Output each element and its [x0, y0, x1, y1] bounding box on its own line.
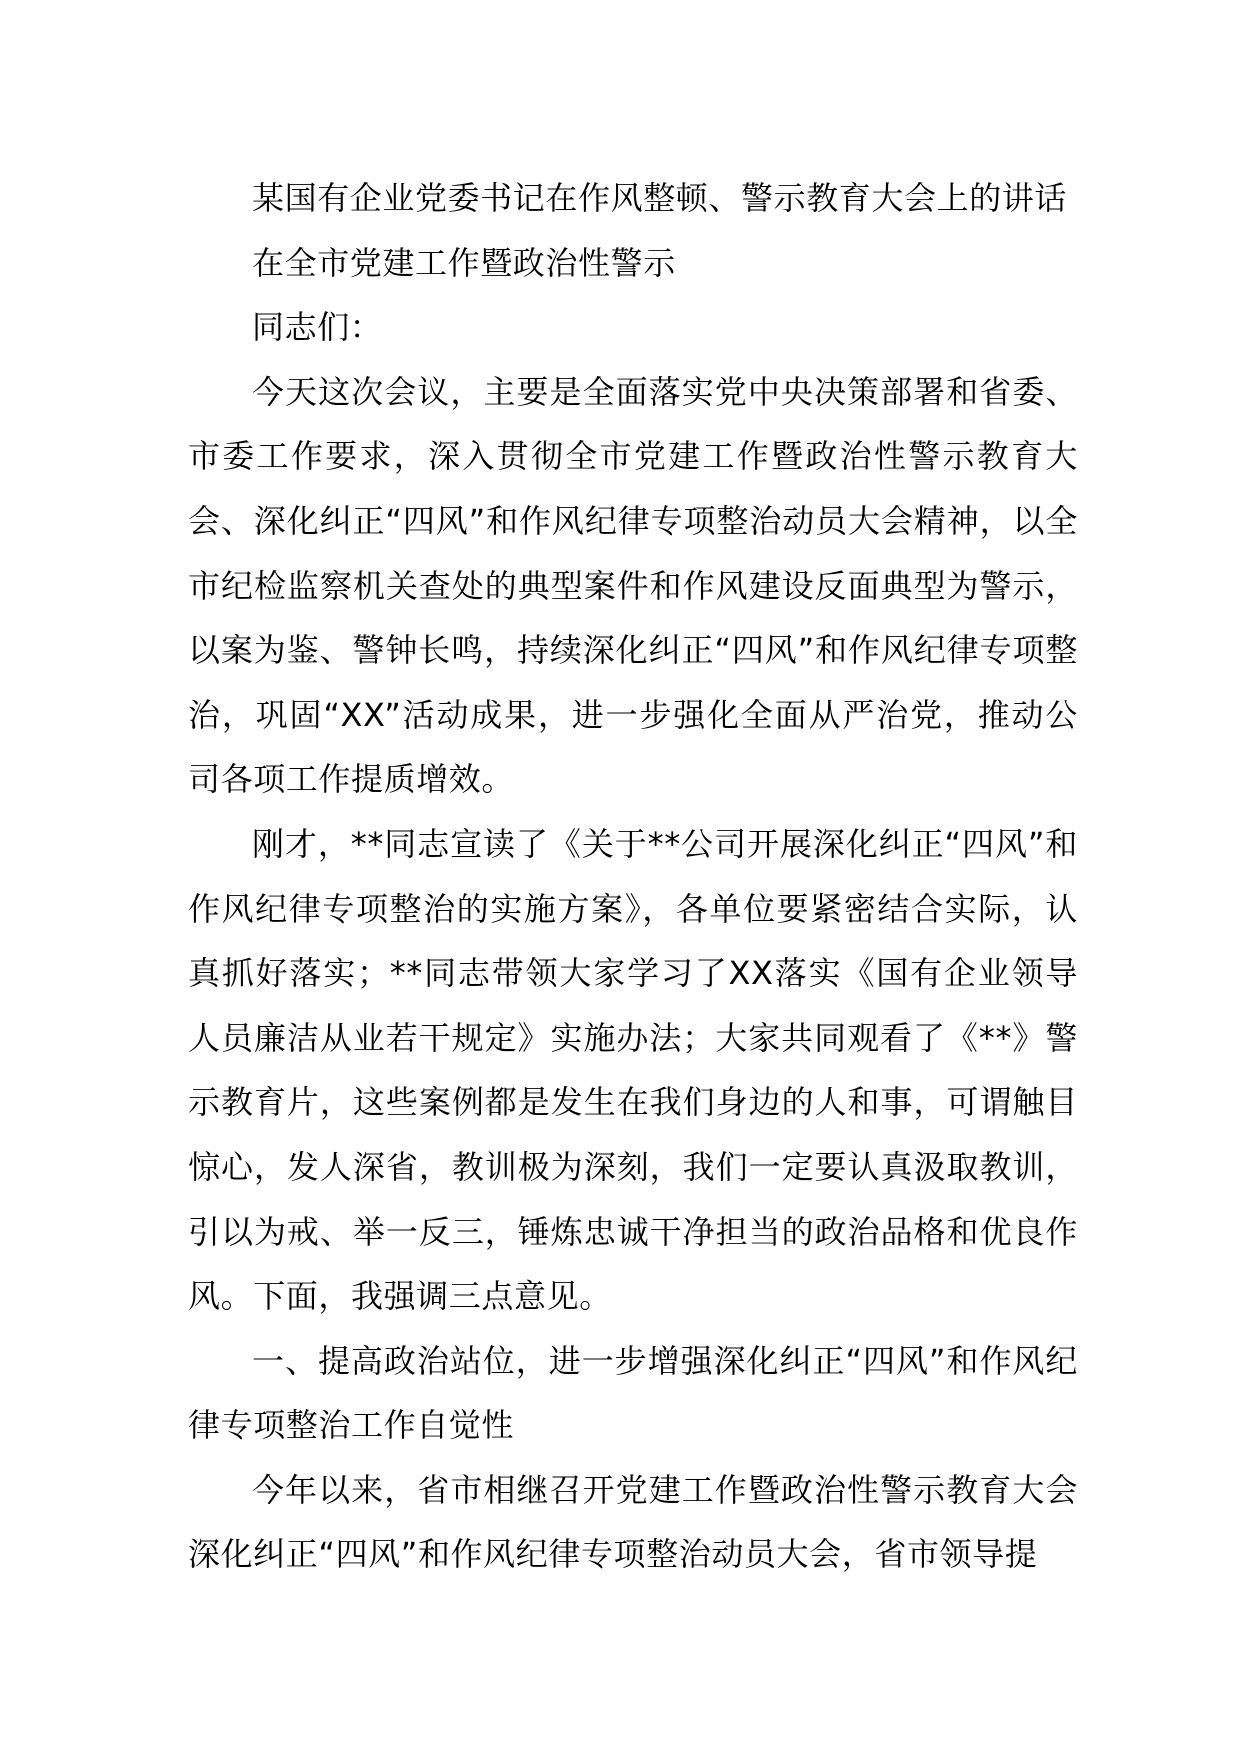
document-body	[188, 166, 1078, 1587]
section-heading-one: 一、提高政治站位，进一步增强深化纠正“四风”和作风纪律专项整治工作自觉性	[188, 1341, 1078, 1445]
paragraph-section-one: 今年以来，省市相继召开党建工作暨政治性警示教育大会深化纠正“四风”和作风纪律专项整治动员大会，省市领导提	[188, 1470, 1078, 1574]
paragraph-opening: 今天这次会议，主要是全面落实党中央决策部署和省委、市委工作要求，深入贯彻全市党建工作暨政治性警示教育大会、深化纠正“四风”和作风纪律专项整治动员大会精神，以全市纪检监察机关查处的典型案件和作风建设反面典型为警示，以案为鉴、警钟长鸣，持续深化纠正“四风”和作风纪律专项整治，巩固“XX”活动成果，进一步强化全面从严治党，推动公司各项工作提质增效。	[188, 372, 1078, 799]
document-title: 某国有企业党委书记在作风整顿、警示教育大会上的讲话	[252, 179, 1068, 217]
salutation: 同志们：	[252, 308, 383, 347]
document-subtitle: 在全市党建工作暨政治性警示	[252, 243, 676, 282]
paragraph-review: 刚才，**同志宣读了《关于**公司开展深化纠正“四风”和作风纪律专项整治的实施方案》，各单位要紧密结合实际，认真抓好落实；**同志带领大家学习了XX落实《国有企业领导人员廉洁从业若干规定》实施办法；大家共同观看了《**》警示教育片，这些案例都是发生在我们身边的人和事，可谓触目惊心，发人深省，教训极为深刻，我们一定要认真汲取教训，引以为戒、举一反三，锤炼忠诚干净担当的政治品格和优良作风。下面，我强调三点意见。	[188, 824, 1078, 1316]
